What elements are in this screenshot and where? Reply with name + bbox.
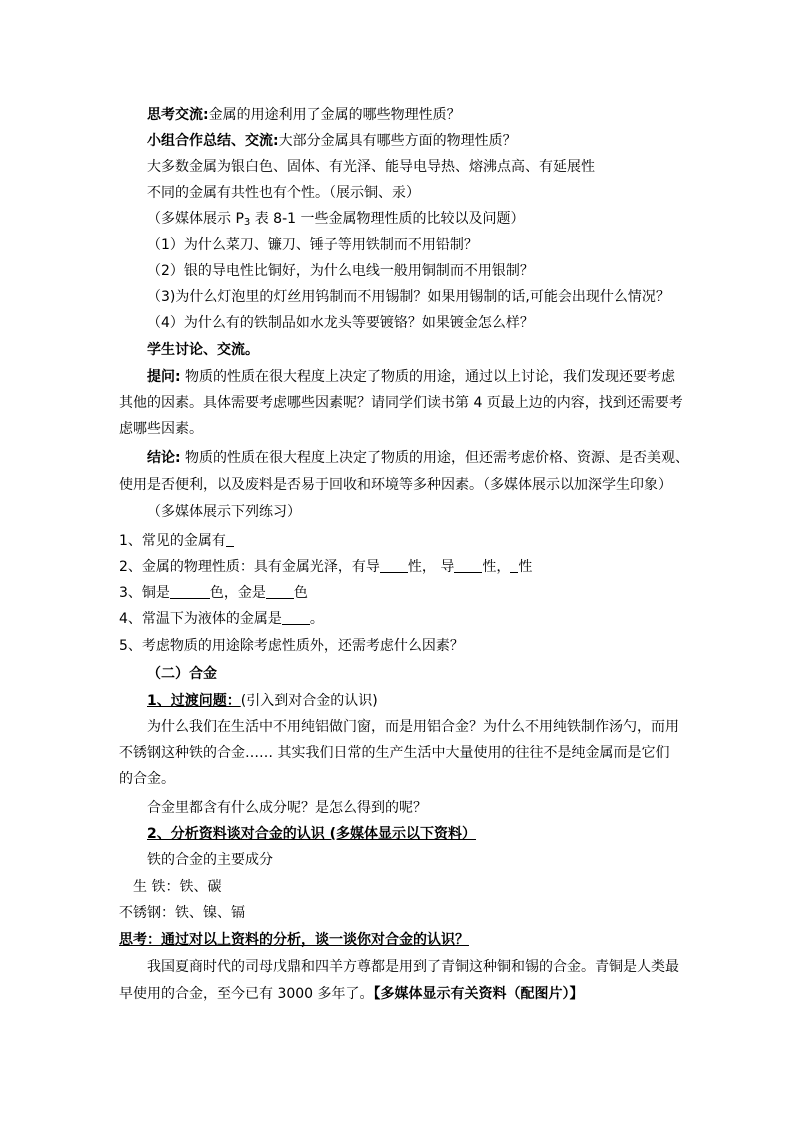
think-alloy-heading: 思考：通过对以上资料的分析，谈一谈你对合金的认识？ [119, 932, 469, 948]
media-table-text-b: 表 8-1 一些金属物理性质的比较以及问题） [250, 211, 525, 227]
question-4: （4）为什么有的铁制品如水龙头等要镀铬？如果镀金怎么样？ [147, 315, 534, 331]
think-exchange-label: 思考交流: [147, 107, 209, 123]
think-exchange [147, 104, 461, 126]
bronze-media-note: 【多媒体显示有关资料（配图片）】 [373, 986, 584, 1002]
ask-line-3: 虑哪些因素。 [119, 421, 203, 437]
exercise-4-blank[interactable] [282, 610, 310, 625]
practice-heading: （多媒体展示下列练习） [147, 504, 301, 520]
ask-line-2: 其他的因素。具体需要考虑哪些因素呢？请同学们读书第 4 页最上边的内容，找到还需要考 [119, 395, 683, 411]
metal-properties-line: 大多数金属为银白色、固体、有光泽、能导电导热、熔沸点高、有延展性 [147, 159, 595, 175]
stainless-steel-line: 不锈钢：铁、镍、镉 [119, 905, 245, 921]
exercise-3-text-c: 色 [293, 585, 308, 601]
conclusion-label: 结论: [147, 450, 181, 466]
transition-para-2: 不锈钢这种铁的合金…… 其实我们日常的生产生活中大量使用的往往不是纯金属而是它们 [119, 745, 670, 761]
exercise-2 [119, 556, 532, 578]
alloy-question: 合金里都含有什么成分呢？是怎么得到的呢？ [147, 800, 427, 816]
exercise-3-text-b: 色，金是 [209, 585, 266, 601]
question-1: （1）为什么菜刀、镰刀、锤子等用铁制而不用铅制？ [147, 237, 478, 253]
group-summary-text: 大部分金属具有哪些方面的物理性质？ [278, 133, 517, 149]
iron-alloy-heading: 铁的合金的主要成分 [147, 852, 273, 868]
ask-line-1 [147, 366, 675, 388]
media-table-line [147, 208, 525, 234]
bronze-text-2a: 早使用的合金，至今已有 3000 多年了。 [119, 986, 374, 1002]
transition-label: 1、过渡问题： [147, 693, 241, 709]
pig-iron-line: 生 铁：铁、碳 [133, 879, 222, 895]
exercise-4-text-b: 。 [309, 611, 324, 627]
exercise-3-blank-1[interactable] [170, 584, 210, 599]
exercise-2-text-d: 性 [518, 559, 533, 575]
question-2: （2）银的导电性比铜好，为什么电线一般用铜制而不用银制？ [147, 263, 534, 279]
exercise-1 [119, 530, 234, 552]
think-exchange-text: 金属的用途利用了金属的哪些物理性质？ [208, 107, 461, 123]
exercise-2-text-c: 性， [482, 559, 511, 575]
bronze-line-1: 我国夏商时代的司母戊鼎和四羊方尊都是用到了青铜这种铜和锡的合金。青铜是人类最 [147, 959, 679, 975]
ask-text-1: 物质的性质在很大程度上决定了物质的用途，通过以上讨论，我们发现还要考虑 [180, 369, 676, 385]
transition-text: (引入到对合金的认识) [240, 693, 378, 709]
media-table-subscript: 3 [243, 217, 251, 228]
student-discussion-heading: 学生讨论、交流。 [147, 342, 259, 358]
conclusion-text-1: 物质的性质在很大程度上决定了物质的用途，但还需考虑价格、资源、是否美观、 [180, 450, 690, 466]
question-3: （3)为什么灯泡里的灯丝用钨制而不用锡制？如果用锡制的话,可能会出现什么情况？ [147, 289, 670, 305]
analysis-heading: 2、分析资料谈对合金的认识 (多媒体显示以下资料） [147, 826, 477, 842]
exercise-1-text: 1、常见的金属有 [119, 533, 226, 549]
transition-question [147, 690, 378, 712]
exercise-2-text-a: 2、金属的物理性质：具有金属光泽，有导 [119, 559, 380, 575]
exercise-2-blank-1[interactable] [380, 558, 408, 573]
exercise-3-text-a: 3、铜是 [119, 585, 170, 601]
transition-para-3: 的合金。 [119, 771, 175, 787]
bronze-line-2 [119, 983, 584, 1005]
exercise-4-text-a: 4、常温下为液体的金属是 [119, 611, 282, 627]
transition-para-1: 为什么我们在生活中不用纯铝做门窗，而是用铝合金？为什么不用纯铁制作汤勺，而用 [147, 719, 679, 735]
group-summary-label: 小组合作总结、交流: [147, 133, 279, 149]
media-table-text-a: （多媒体展示 P [147, 211, 244, 227]
ask-label: 提问: [147, 369, 181, 385]
section-alloy-heading: （二）合金 [147, 666, 217, 682]
exercise-3-blank-2[interactable] [266, 584, 294, 599]
exercise-2-blank-2[interactable] [454, 558, 482, 573]
common-individual-line: 不同的金属有共性也有个性。（展示铜、汞） [147, 185, 420, 201]
exercise-1-blank[interactable] [226, 532, 234, 547]
conclusion-line-2: 使用是否便利，以及废料是否易于回收和环境等多种因素。（多媒体展示以加深学生印象） [119, 477, 672, 493]
group-summary [147, 130, 517, 152]
exercise-2-text-b: 性， 导 [407, 559, 455, 575]
exercise-5: 5、考虑物质的用途除考虑性质外，还需考虑什么因素？ [119, 638, 464, 654]
exercise-3 [119, 582, 308, 604]
exercise-4 [119, 608, 324, 630]
conclusion-line-1 [147, 447, 689, 469]
